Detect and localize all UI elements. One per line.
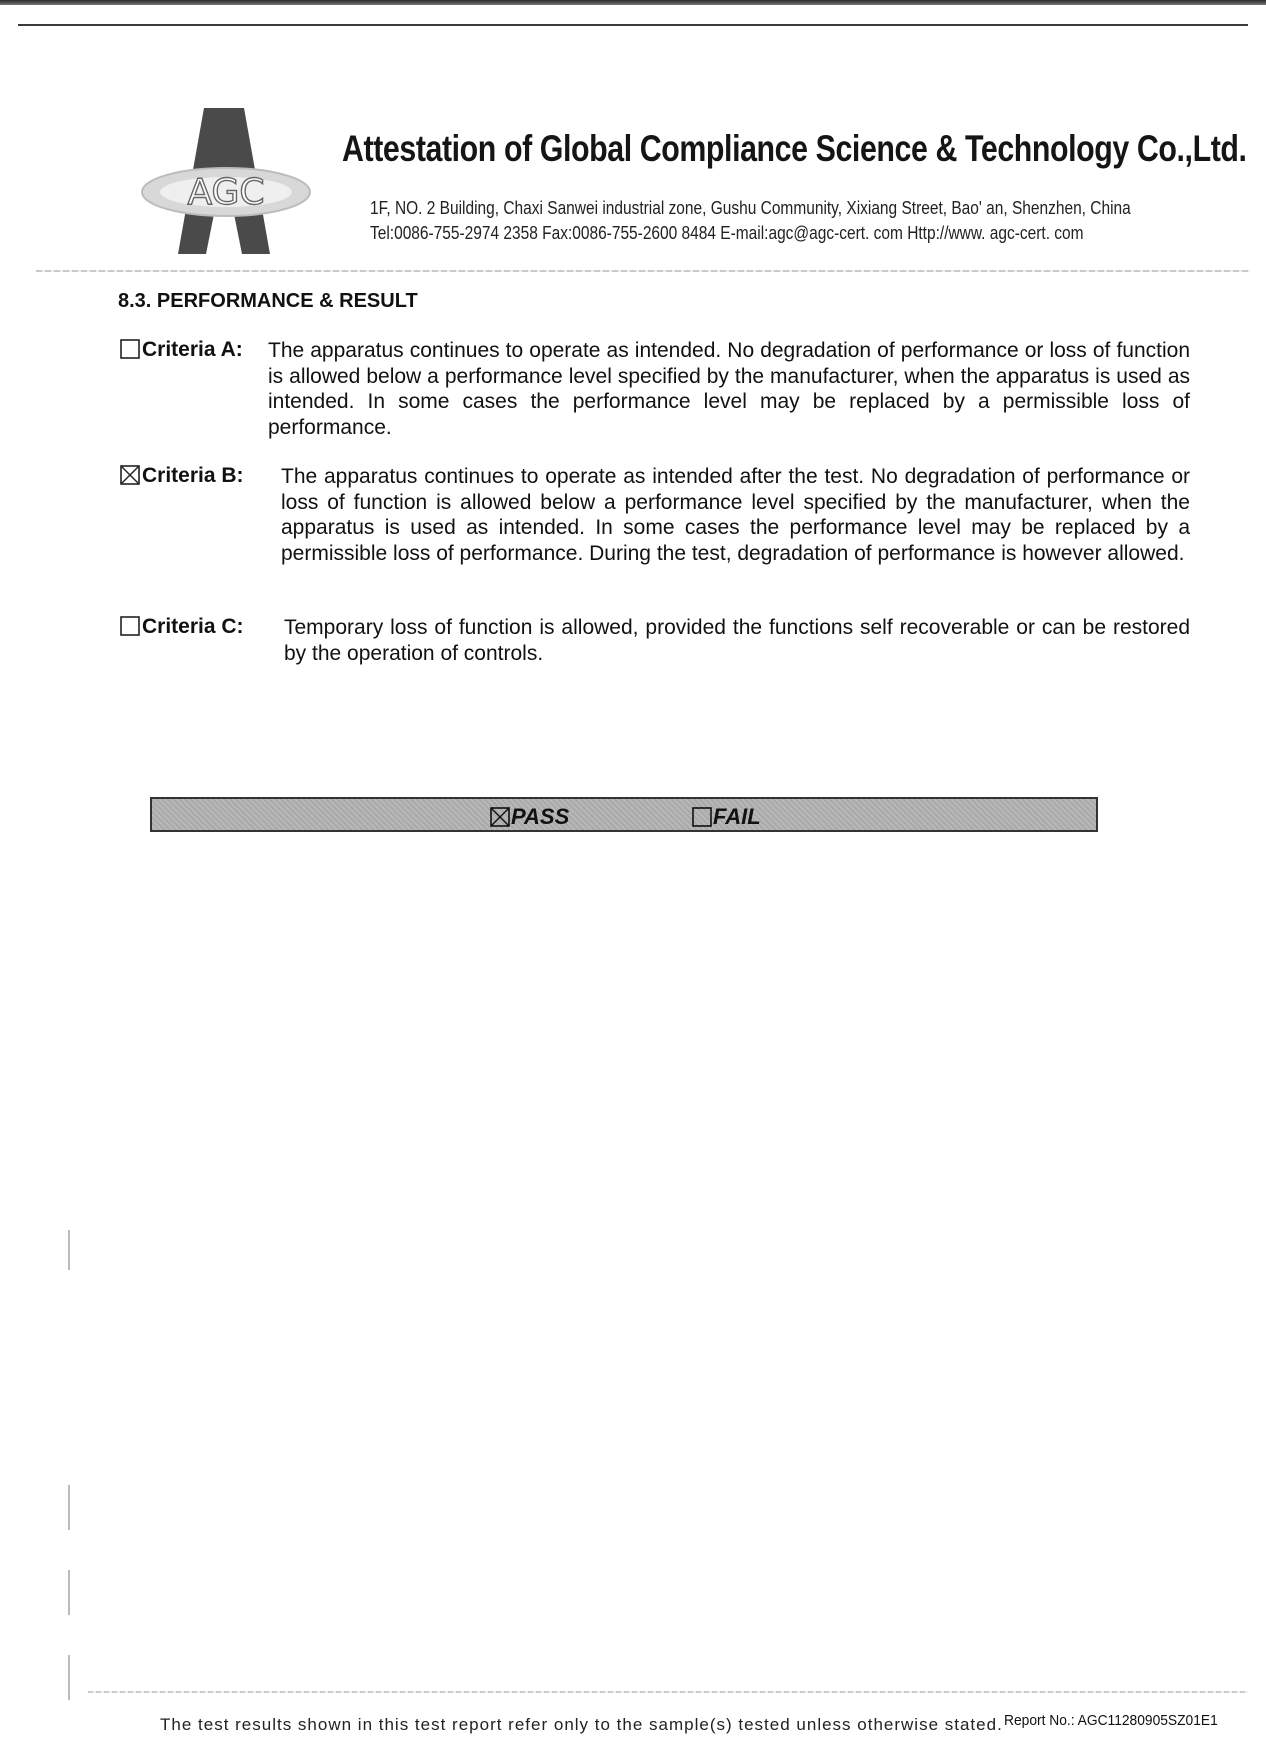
scan-margin-mark: [68, 1230, 70, 1270]
header-divider: [36, 270, 1250, 272]
criteria-a-label: Criteria A:: [142, 338, 243, 361]
criteria-a: [120, 338, 1190, 448]
result-fail: [692, 804, 761, 833]
criteria-b-label-group: [120, 464, 244, 491]
scan-margin-mark: [68, 1655, 70, 1700]
checkbox-unchecked-icon: [692, 807, 712, 833]
criteria-b-text: The apparatus continues to operate as intended after the test. No degradation of performance or loss of function is allowed below a performance level specified by the manufacturer, when the apparatus is used as intended. In some cases the performance level may be replaced by a permissible loss of performance. During the test, degradation of performance is however allowed.: [281, 465, 1190, 565]
checkbox-checked-icon: [490, 807, 510, 833]
criteria-b: [120, 464, 1190, 604]
scan-margin-mark: [68, 1570, 70, 1615]
criteria-c-label: Criteria C:: [142, 615, 244, 638]
logo-text: AGC: [187, 172, 265, 213]
header-top-rule: [18, 24, 1248, 26]
section-title: 8.3. PERFORMANCE & RESULT: [118, 290, 418, 312]
company-name: Attestation of Global Compliance Science & Technology Co.,Ltd.: [342, 128, 1247, 169]
criteria-a-label-group: [120, 338, 243, 365]
footer-disclaimer: The test results shown in this test report refer only to the sample(s) tested unless otherwise stated.: [160, 1715, 1003, 1734]
criteria-a-text: The apparatus continues to operate as intended. No degradation of performance or loss of function is allowed below a performance level specified by the manufacturer, when the apparatus is used as intended. In some cases the performance level may be replaced by a permissible loss of performance.: [268, 339, 1190, 439]
criteria-b-label: Criteria B:: [142, 464, 244, 487]
scan-margin-mark: [68, 1485, 70, 1530]
footer-divider: [88, 1691, 1248, 1693]
result-bar: [150, 797, 1098, 832]
checkbox-checked-icon: [120, 465, 140, 491]
checkbox-unchecked-icon: [120, 616, 140, 642]
result-pass: [490, 804, 569, 833]
fail-label: FAIL: [713, 804, 761, 829]
company-address: 1F, NO. 2 Building, Chaxi Sanwei industrial zone, Gushu Community, Xixiang Street, Bao' an, Shenzhen, China: [370, 198, 1131, 218]
company-contact: Tel:0086-755-2974 2358 Fax:0086-755-2600 8484 E-mail:agc@agc-cert. com Http://www. agc-cert. com: [370, 223, 1084, 243]
criteria-c-label-group: [120, 615, 244, 642]
criteria-c-text: Temporary loss of function is allowed, provided the functions self recoverable or can be restored by the operation of controls.: [284, 616, 1190, 665]
criteria-c: [120, 615, 1190, 675]
pass-label: PASS: [511, 804, 570, 829]
scan-top-edge: [0, 0, 1266, 5]
agc-logo: [134, 108, 334, 258]
report-number: Report No.: AGC11280905SZ01E1: [1004, 1712, 1218, 1729]
checkbox-unchecked-icon: [120, 339, 140, 365]
